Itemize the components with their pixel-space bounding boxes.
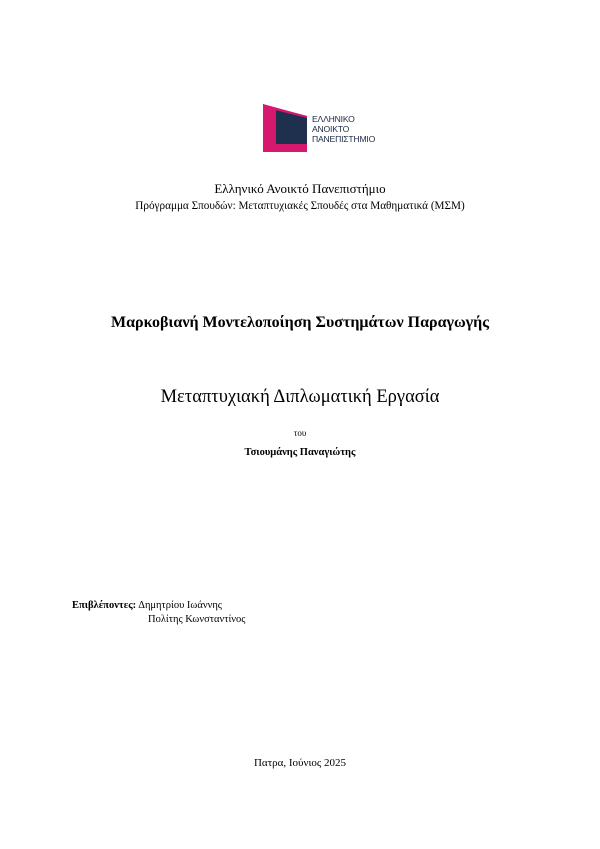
place-date: Πατρα, Ιούνιος 2025 <box>253 757 347 769</box>
logo-line-3: ΠΑΝΕΠΙΣΤΗΜΙΟ <box>312 134 376 145</box>
university-logo-mark <box>263 104 307 152</box>
study-program: Πρόγραμμα Σπουδών: Μεταπτυχιακές Σπουδές στα Μαθηματικά (ΜΣΜ) <box>135 200 465 212</box>
logo-line-1: ΕΛΛΗΝΙΚΟ <box>312 114 355 124</box>
by-label: του <box>293 428 307 438</box>
supervisor-name: Πολίτης Κωνσταντίνος <box>148 614 246 625</box>
supervisor-name: Δημητρίου Ιωάννης <box>138 600 222 611</box>
supervisors-label: Επιβλέποντες: <box>72 600 137 611</box>
author-name: Τσιουμάνης Παναγιώτης <box>244 447 356 458</box>
university-logo <box>263 104 393 154</box>
logo-line-2: ΑΝΟΙΚΤΟ <box>312 124 350 135</box>
supervisors-line <box>72 600 222 611</box>
thesis-title: Μαρκοβιανή Μοντελοποίηση Συστημάτων Παραγωγής <box>110 314 489 331</box>
university-logo-wordmark <box>312 114 375 145</box>
thesis-type: Μεταπτυχιακή Διπλωματική Εργασία <box>160 387 440 407</box>
university-name: Ελληνικό Ανοικτό Πανεπιστήμιο <box>214 181 386 196</box>
